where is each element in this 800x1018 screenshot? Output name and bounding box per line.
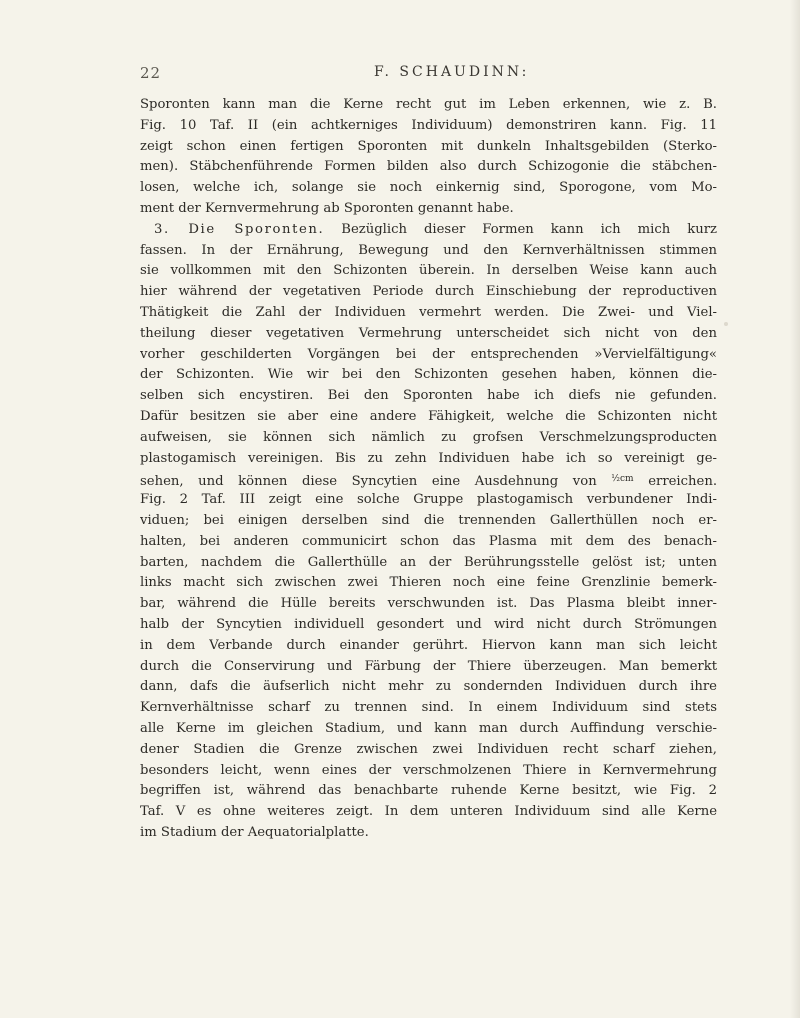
text-line: Sporonten kann man die Kerne recht gut im Leben erkennen, wie z. B. — [140, 97, 717, 112]
text-line: aufweisen, sie können sich nämlich zu grofsen Verschmelzungsproducten — [140, 429, 717, 445]
text-line: Dafür besitzen sie aber eine andere Fähigkeit, welche die Schizonten nicht — [140, 408, 717, 424]
section-heading-line — [140, 220, 717, 241]
text-line: durch die Conservirung und Färbung der Thiere überzeugen. Man bemerkt — [140, 658, 717, 674]
text-line: links macht sich zwischen zwei Thieren noch eine feine Grenzlinie bemerk- — [140, 575, 717, 591]
body-text — [140, 95, 717, 844]
text-line: plastogamisch vereinigen. Bis zu zehn Individuen habe ich so vereinigt ge- — [140, 450, 717, 466]
text-line: barten, nachdem die Gallerthülle an der Berührungsstelle gelöst ist; unten — [140, 554, 717, 570]
page-number: 22 — [140, 64, 162, 82]
text-line: dann, dafs die äufserlich nicht mehr zu sondernden Individuen durch ihre — [140, 679, 717, 695]
section-heading: 3. Die Sporonten. — [154, 221, 325, 237]
text-line: dener Stadien die Grenze zwischen zwei Individuen recht scharf ziehen, — [140, 741, 717, 757]
text-line: ment der Kernvermehrung ab Sporonten genannt habe. — [140, 200, 514, 216]
text-line: Fig. 2 Taf. III zeigt eine solche Gruppe plastogamisch verbundener Indi- — [140, 492, 717, 508]
text-line: halten, bei anderen communicirt schon das Plasma mit dem des benach- — [140, 533, 717, 549]
text-line: viduen; bei einigen derselben sind die trennenden Gallerthüllen noch er- — [140, 512, 717, 528]
text-line: im Stadium der Aequatorialplatte. — [140, 824, 369, 840]
text-line: zeigt schon einen fertigen Sporonten mit dunkeln Inhaltsgebilden (Sterko- — [140, 138, 717, 154]
running-head: F. SCHAUDINN: — [374, 64, 530, 80]
text-line: losen, welche ich, solange sie noch einkernig sind, Sporogone, vom Mo- — [140, 180, 717, 196]
text-line — [140, 469, 717, 490]
fraction-measure: ½cm — [611, 474, 634, 485]
text-line: vorher geschilderten Vorgängen bei der entsprechenden »Vervielfältigung« — [140, 346, 717, 362]
text-line: sie vollkommen mit den Schizonten überein. In derselben Weise kann auch — [140, 263, 717, 279]
text-line: Thätigkeit die Zahl der Individuen vermehrt werden. Die Zwei- und Viel- — [140, 304, 717, 320]
text-line: besonders leicht, wenn eines der verschmolzenen Thiere in Kernvermehrung — [140, 762, 717, 778]
text-line: halb der Syncytien individuell gesondert und wird nicht durch Strömungen — [140, 616, 717, 632]
text-line: alle Kerne im gleichen Stadium, und kann man durch Auffindung verschie- — [140, 720, 717, 736]
text-line: Fig. 10 Taf. II (ein achtkerniges Individuum) demonstriren kann. Fig. 11 — [140, 117, 717, 133]
text-line: Kernverhältnisse scharf zu trennen sind. In einem Individuum sind stets — [140, 700, 717, 716]
section-heading-continuation: Bezüglich dieser Formen kann ich mich kurz — [324, 221, 717, 237]
text-line: begriffen ist, während das benachbarte ruhende Kerne besitzt, wie Fig. 2 — [140, 783, 717, 799]
text-line: fassen. In der Ernährung, Bewegung und den Kernverhältnissen stimmen — [140, 242, 717, 258]
text-fragment: erreichen. — [633, 474, 717, 490]
text-line: theilung dieser vegetativen Vermehrung unterscheidet sich nicht von den — [140, 325, 717, 341]
text-line: der Schizonten. Wie wir bei den Schizonten gesehen haben, können die- — [140, 367, 717, 383]
text-line: bar, während die Hülle bereits verschwunden ist. Das Plasma bleibt inner- — [140, 596, 717, 612]
text-line: hier während der vegetativen Periode durch Einschiebung der reproductiven — [140, 284, 717, 300]
text-fragment: sehen, und können diese Syncytien eine Ausdehnung von — [140, 474, 612, 490]
text-line: men). Stäbchenführende Formen bilden also durch Schizogonie die stäbchen- — [140, 159, 717, 175]
text-line: selben sich encystiren. Bei den Sporonten habe ich diefs nie gefunden. — [140, 388, 717, 404]
text-line: Taf. V es ohne weiteres zeigt. In dem unteren Individuum sind alle Kerne — [140, 804, 717, 820]
text-line: in dem Verbande durch einander gerührt. Hiervon kann man sich leicht — [140, 637, 717, 653]
page-header — [140, 64, 717, 88]
page-edge-shadow — [790, 0, 800, 1018]
paper-spot — [724, 322, 728, 326]
